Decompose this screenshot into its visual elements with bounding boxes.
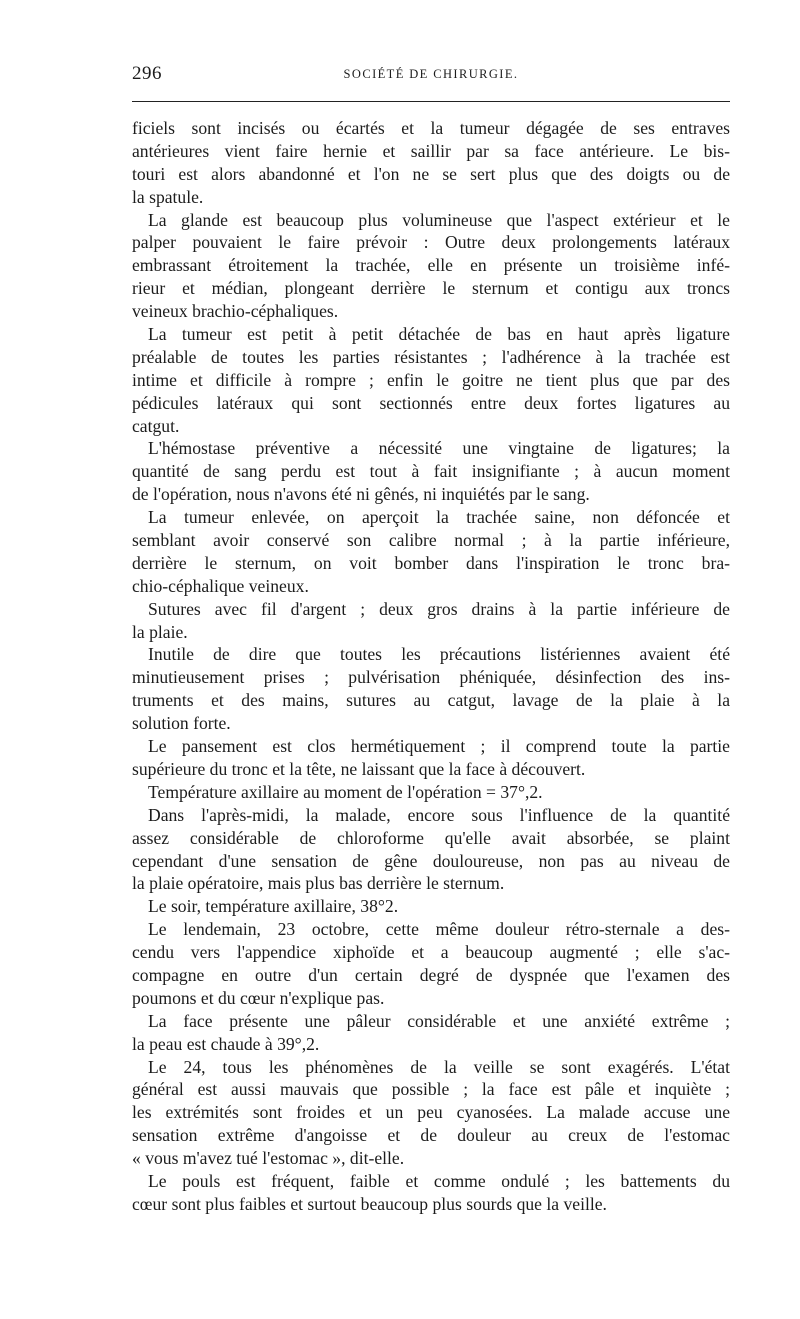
paragraph: [132, 1010, 730, 1056]
text-line: la spatule.: [132, 186, 204, 207]
text-line: de l'opération, nous n'avons été ni gênés, ni inquiétés par le sang.: [132, 484, 590, 505]
paragraph: [132, 781, 730, 804]
text-line: général est aussi mauvais que possible ; la face est pâle et inquiète ;: [132, 1079, 730, 1100]
paragraph: [132, 598, 730, 644]
text-line: intime et difficile à rompre ; enfin le goitre ne tient plus que par des: [132, 369, 730, 390]
text-line: palper pouvaient le faire prévoir : Outre deux prolongements latéraux: [132, 232, 730, 253]
text-line: semblant avoir conservé son calibre normal ; à la partie inférieure,: [132, 530, 730, 551]
text-line: compagne en outre d'un certain degré de dyspnée que l'examen des: [132, 964, 730, 985]
text-line: L'hémostase préventive a nécessité une vingtaine de ligatures; la: [148, 438, 730, 459]
text-line: cendu vers l'appendice xiphoïde et a beaucoup augmenté ; elle s'ac-: [132, 942, 730, 963]
header-rule: [132, 101, 730, 102]
text-line: cependant d'une sensation de gêne douloureuse, non pas au niveau de: [132, 850, 730, 871]
paragraph: [132, 643, 730, 735]
paragraph: [132, 323, 730, 437]
text-line: pédicules latéraux qui sont sectionnés entre deux fortes ligatures au: [132, 392, 730, 413]
text-line: touri est alors abandonné et l'on ne se sert plus que des doigts ou de: [132, 163, 730, 184]
text-line: les extrémités sont froides et un peu cyanosées. La malade accuse une: [132, 1102, 730, 1123]
paragraph: [132, 1170, 730, 1216]
text-line: veineux brachio-céphaliques.: [132, 301, 339, 322]
text-line: Sutures avec fil d'argent ; deux gros drains à la partie inférieure de: [148, 598, 730, 619]
text-line: poumons et du cœur n'explique pas.: [132, 987, 385, 1008]
text-line: sensation extrême d'angoisse et de douleur au creux de l'estomac: [132, 1125, 730, 1146]
text-line: assez considérable de chloroforme qu'elle avait absorbée, se plaint: [132, 827, 730, 848]
text-line: catgut.: [132, 415, 180, 436]
text-line: La tumeur est petit à petit détachée de bas en haut après ligature: [148, 324, 730, 345]
paragraph: [132, 735, 730, 781]
text-line: Dans l'après-midi, la malade, encore sous l'influence de la quantité: [148, 804, 730, 825]
paragraph: [132, 209, 730, 323]
text-line: antérieures vient faire hernie et saillir par sa face antérieure. Le bis-: [132, 140, 730, 161]
text-line: Température axillaire au moment de l'opération = 37°,2.: [148, 781, 543, 802]
text-line: rieur et médian, plongeant derrière le sternum et contigu aux troncs: [132, 278, 730, 299]
text-line: la plaie.: [132, 621, 188, 642]
text-line: embrassant étroitement la trachée, elle en présente un troisième infé-: [132, 255, 730, 276]
text-line: la peau est chaude à 39°,2.: [132, 1033, 320, 1054]
paragraph: [132, 1056, 730, 1170]
page-number: 296: [132, 63, 162, 84]
text-line: Le pouls est fréquent, faible et comme ondulé ; les battements du: [148, 1170, 730, 1191]
text-line: derrière le sternum, on voit bomber dans l'inspiration le tronc bra-: [132, 552, 730, 573]
text-line: cœur sont plus faibles et surtout beaucoup plus sourds que la veille.: [132, 1193, 607, 1214]
body-text: [132, 117, 730, 1216]
text-line: La glande est beaucoup plus volumineuse que l'aspect extérieur et le: [148, 209, 730, 230]
text-line: La tumeur enlevée, on aperçoit la trachée saine, non défoncée et: [148, 507, 730, 528]
text-line: Le pansement est clos hermétiquement ; il comprend toute la partie: [148, 736, 730, 757]
text-line: ficiels sont incisés ou écartés et la tumeur dégagée de ses entraves: [132, 118, 730, 138]
paragraph: [132, 117, 730, 209]
paragraph: [132, 895, 730, 918]
text-line: « vous m'avez tué l'estomac », dit-elle.: [132, 1148, 405, 1169]
text-line: La face présente une pâleur considérable et une anxiété extrême ;: [148, 1010, 730, 1031]
text-line: solution forte.: [132, 713, 231, 734]
text-line: chio-céphalique veineux.: [132, 575, 309, 596]
text-line: minutieusement prises ; pulvérisation phéniquée, désinfection des ins-: [132, 667, 730, 688]
paragraph: [132, 437, 730, 506]
text-line: Le 24, tous les phénomènes de la veille se sont exagérés. L'état: [148, 1056, 730, 1077]
text-line: la plaie opératoire, mais plus bas derrière le sternum.: [132, 873, 505, 894]
paragraph: [132, 804, 730, 896]
text-line: Inutile de dire que toutes les précautions listériennes avaient été: [148, 644, 730, 665]
text-line: truments et des mains, sutures au catgut, lavage de la plaie à la: [132, 690, 730, 711]
text-line: Le lendemain, 23 octobre, cette même douleur rétro-sternale a des-: [148, 919, 730, 940]
text-line: Le soir, température axillaire, 38°2.: [148, 896, 399, 917]
text-line: préalable de toutes les parties résistantes ; l'adhérence à la trachée est: [132, 346, 730, 367]
paragraph: [132, 506, 730, 598]
text-line: supérieure du tronc et la tête, ne laissant que la face à découvert.: [132, 758, 586, 779]
paragraph: [132, 918, 730, 1010]
page-header: [132, 63, 730, 89]
text-line: quantité de sang perdu est tout à fait insignifiante ; à aucun moment: [132, 461, 730, 482]
running-title: SOCIÉTÉ DE CHIRURGIE.: [343, 67, 519, 81]
